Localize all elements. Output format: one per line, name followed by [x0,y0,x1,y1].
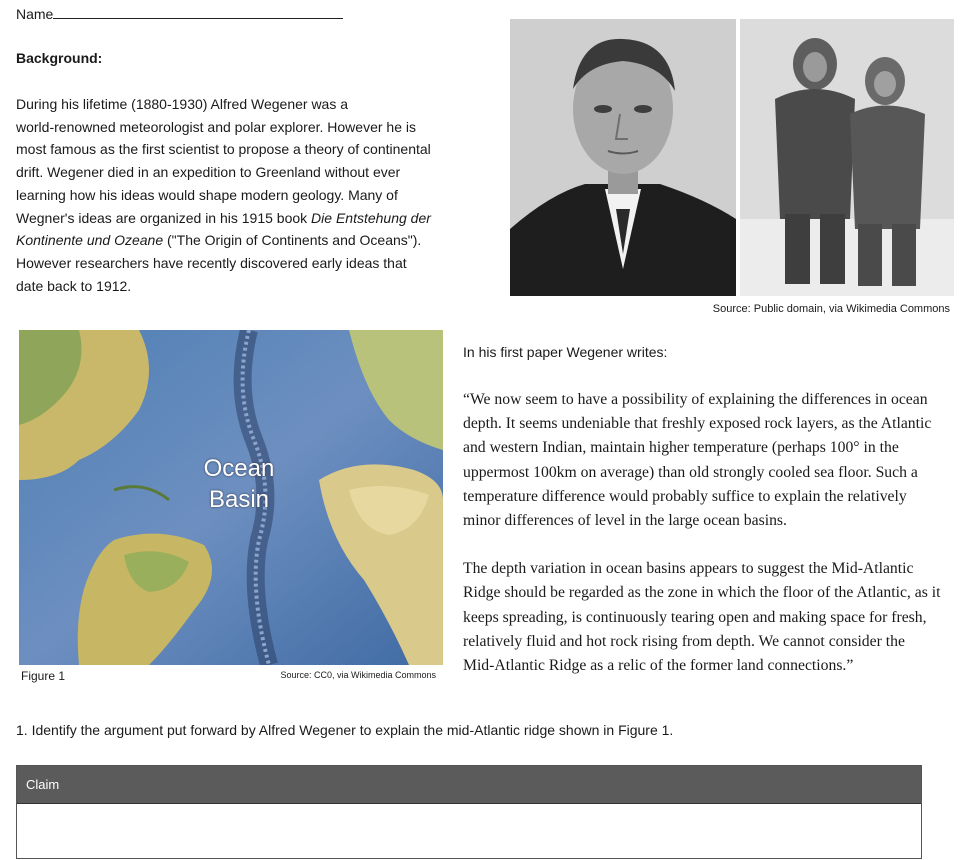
quote-intro: In his first paper Wegener writes: [463,344,668,360]
background-paragraph [16,93,494,297]
quote-line: Ridge should be regarded as the zone in which the floor of the Atlantic, as it [463,584,941,602]
book-title-part1: Die Entstehung der [311,209,431,226]
background-line: drift. Wegener died in an expedition to Greenland without ever [16,164,401,181]
background-line [16,229,494,252]
background-line: During his lifetime (1880-1930) Alfred Wegener was a [16,96,349,112]
name-label: Name [16,6,54,22]
quote-line: depth. It seems undeniable that freshly exposed rock layers, as the Atlantic [463,415,932,433]
quote-line: uppermost 100km on average) than old strongly cooled sea floor. Such a [463,463,918,481]
claim-table [16,765,922,859]
book-title-translation: ("The Origin of Continents and Oceans"). [163,232,422,249]
background-line: world-renowned meteorologist and polar explorer. However he is [16,118,416,135]
quote-line: The depth variation in ocean basins appears to suggest the Mid-Atlantic [463,560,914,578]
claim-answer-cell[interactable] [17,804,921,860]
name-field [16,6,343,22]
atlantic-ocean-floor-map [19,330,443,665]
background-line: learning how his ideas would shape modern geology. Many of [16,186,398,203]
explorers-illustration [740,19,954,296]
ocean-basin-label-line: Ocean [203,455,275,482]
background-line: most famous as the first scientist to propose a theory of continental [16,141,431,158]
quote-paragraph [463,557,972,678]
map-source-caption: Source: CC0, via Wikimedia Commons [280,670,436,680]
quote-line: relatively fluid and hot rock rising from depth. We cannot consider the [463,632,905,650]
background-line [16,207,494,230]
question-1: 1. Identify the argument put forward by Alfred Wegener to explain the mid-Atlantic ridge shown in Figure 1. [16,722,674,738]
quote-line: and western Indian, maintain higher temperature (perhaps 100° in the [463,439,899,457]
quote-line: keeps spreading, is continuously tearing open and making space for fresh, [463,608,927,626]
ocean-basin-label-line: Basin [208,486,270,513]
portrait-illustration [510,19,736,296]
quote-line: “We now seem to have a possibility of explaining the differences in ocean [463,391,928,408]
claim-header: Claim [17,766,921,804]
quote-line: minor differences of level in the large ocean basins. [463,512,787,530]
wegener-portrait-photo [510,19,736,296]
quote-line: Mid-Atlantic Ridge as a relic of the former land connections.” [463,657,854,675]
quote-line: temperature difference would probably suffice to explain the relatively [463,487,907,505]
background-line-text: Wegner's ideas are organized in his 1915 book [16,209,312,226]
figure-label: Figure 1 [21,669,66,683]
wegener-quote [463,388,972,702]
background-line: date back to 1912. [16,277,132,294]
background-line: However researchers have recently discovered early ideas that [16,254,407,271]
book-title-part2: Kontinente und Ozeane [16,232,164,249]
polar-explorers-photo [740,19,954,296]
ocean-basin-label [169,453,309,515]
background-heading: Background: [16,50,103,66]
quote-paragraph [463,388,972,533]
photos-source-caption: Source: Public domain, via Wikimedia Commons [712,303,950,315]
name-blank-line[interactable] [53,6,343,19]
